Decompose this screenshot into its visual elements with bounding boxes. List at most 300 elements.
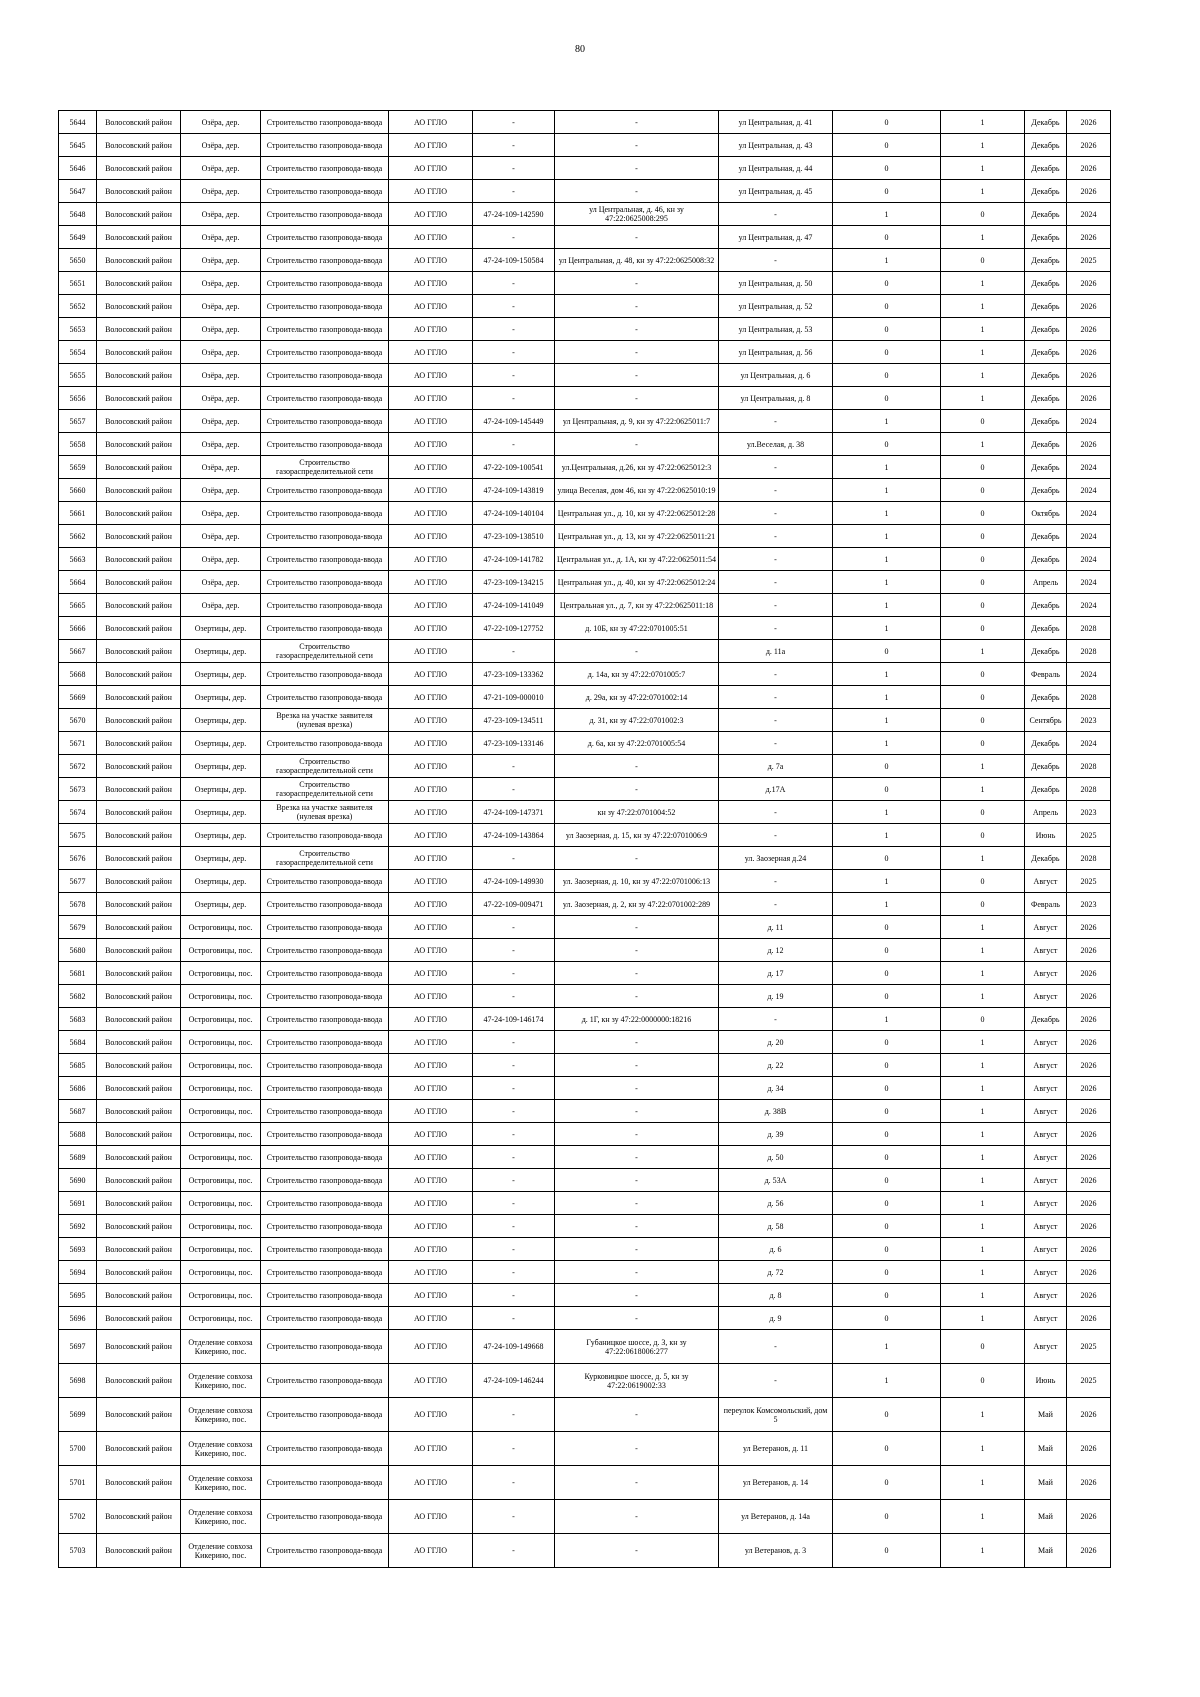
value-b-cell: 1 bbox=[941, 134, 1025, 157]
year-cell: 2025 bbox=[1067, 824, 1111, 847]
district-cell: Волосовский район bbox=[97, 1364, 181, 1398]
district-cell: Волосовский район bbox=[97, 295, 181, 318]
district-cell: Волосовский район bbox=[97, 157, 181, 180]
organization-cell: АО ГГЛО bbox=[389, 1169, 473, 1192]
value-a-cell: 0 bbox=[833, 341, 941, 364]
address-cell: - bbox=[719, 479, 833, 502]
work-type-cell: Строительство газопровода-ввода bbox=[261, 433, 389, 456]
address-cell: д. 6 bbox=[719, 1238, 833, 1261]
table-row bbox=[59, 1238, 1111, 1261]
object-address-cadastral-cell: - bbox=[555, 1192, 719, 1215]
work-type-cell: Строительство газопровода-ввода bbox=[261, 203, 389, 226]
year-cell: 2024 bbox=[1067, 732, 1111, 755]
value-b-cell: 0 bbox=[941, 663, 1025, 686]
application-number-cell: - bbox=[473, 1123, 555, 1146]
district-cell: Волосовский район bbox=[97, 548, 181, 571]
district-cell: Волосовский район bbox=[97, 1432, 181, 1466]
value-b-cell: 1 bbox=[941, 1307, 1025, 1330]
object-address-cadastral-cell: - bbox=[555, 134, 719, 157]
organization-cell: АО ГГЛО bbox=[389, 1500, 473, 1534]
application-number-cell: - bbox=[473, 939, 555, 962]
value-a-cell: 0 bbox=[833, 778, 941, 801]
organization-cell: АО ГГЛО bbox=[389, 640, 473, 663]
application-number-cell: - bbox=[473, 1169, 555, 1192]
table-row bbox=[59, 1215, 1111, 1238]
district-cell: Волосовский район bbox=[97, 732, 181, 755]
settlement-cell: Отделение совхоза Кикерино, пос. bbox=[181, 1432, 261, 1466]
organization-cell: АО ГГЛО bbox=[389, 548, 473, 571]
object-address-cadastral-cell: улица Веселая, дом 46, кн зу 47:22:0625010:19 bbox=[555, 479, 719, 502]
object-address-cadastral-cell: Центральная ул., д. 40, кн зу 47:22:0625012:24 bbox=[555, 571, 719, 594]
work-type-cell: Строительство газопровода-ввода bbox=[261, 594, 389, 617]
object-address-cadastral-cell: - bbox=[555, 318, 719, 341]
value-b-cell: 1 bbox=[941, 295, 1025, 318]
month-cell: Август bbox=[1025, 985, 1067, 1008]
work-type-cell: Строительство газораспределительной сети bbox=[261, 847, 389, 870]
application-number-cell: 47-23-109-133362 bbox=[473, 663, 555, 686]
object-address-cadastral-cell: ул Центральная, д. 9, кн зу 47:22:0625011:7 bbox=[555, 410, 719, 433]
object-address-cadastral-cell: - bbox=[555, 985, 719, 1008]
address-cell: - bbox=[719, 203, 833, 226]
month-cell: Октябрь bbox=[1025, 502, 1067, 525]
organization-cell: АО ГГЛО bbox=[389, 732, 473, 755]
value-b-cell: 1 bbox=[941, 962, 1025, 985]
application-number-cell: - bbox=[473, 1307, 555, 1330]
application-number-cell: - bbox=[473, 1432, 555, 1466]
row-number-cell: 5668 bbox=[59, 663, 97, 686]
object-address-cadastral-cell: д. 1Г, кн зу 47:22:0000000:18216 bbox=[555, 1008, 719, 1031]
address-cell: д. 58 bbox=[719, 1215, 833, 1238]
work-type-cell: Строительство газопровода-ввода bbox=[261, 1261, 389, 1284]
month-cell: Декабрь bbox=[1025, 226, 1067, 249]
organization-cell: АО ГГЛО bbox=[389, 709, 473, 732]
year-cell: 2026 bbox=[1067, 295, 1111, 318]
district-cell: Волосовский район bbox=[97, 387, 181, 410]
settlement-cell: Озёра, дер. bbox=[181, 157, 261, 180]
value-a-cell: 0 bbox=[833, 1432, 941, 1466]
district-cell: Волосовский район bbox=[97, 686, 181, 709]
value-b-cell: 0 bbox=[941, 617, 1025, 640]
value-b-cell: 1 bbox=[941, 985, 1025, 1008]
work-type-cell: Строительство газопровода-ввода bbox=[261, 1364, 389, 1398]
year-cell: 2026 bbox=[1067, 1238, 1111, 1261]
settlement-cell: Отделение совхоза Кикерино, пос. bbox=[181, 1534, 261, 1568]
address-cell: - bbox=[719, 824, 833, 847]
district-cell: Волосовский район bbox=[97, 1534, 181, 1568]
month-cell: Февраль bbox=[1025, 893, 1067, 916]
month-cell: Август bbox=[1025, 1261, 1067, 1284]
value-a-cell: 1 bbox=[833, 410, 941, 433]
year-cell: 2025 bbox=[1067, 1364, 1111, 1398]
row-number-cell: 5676 bbox=[59, 847, 97, 870]
district-cell: Волосовский район bbox=[97, 939, 181, 962]
row-number-cell: 5690 bbox=[59, 1169, 97, 1192]
month-cell: Декабрь bbox=[1025, 433, 1067, 456]
settlement-cell: Озёра, дер. bbox=[181, 525, 261, 548]
month-cell: Декабрь bbox=[1025, 295, 1067, 318]
month-cell: Август bbox=[1025, 1238, 1067, 1261]
year-cell: 2024 bbox=[1067, 525, 1111, 548]
organization-cell: АО ГГЛО bbox=[389, 686, 473, 709]
address-cell: д. 11а bbox=[719, 640, 833, 663]
work-type-cell: Строительство газопровода-ввода bbox=[261, 571, 389, 594]
month-cell: Август bbox=[1025, 870, 1067, 893]
value-a-cell: 1 bbox=[833, 525, 941, 548]
value-b-cell: 1 bbox=[941, 1398, 1025, 1432]
year-cell: 2024 bbox=[1067, 594, 1111, 617]
organization-cell: АО ГГЛО bbox=[389, 1238, 473, 1261]
value-a-cell: 0 bbox=[833, 1192, 941, 1215]
row-number-cell: 5651 bbox=[59, 272, 97, 295]
month-cell: Май bbox=[1025, 1500, 1067, 1534]
work-type-cell: Строительство газопровода-ввода bbox=[261, 111, 389, 134]
value-b-cell: 1 bbox=[941, 640, 1025, 663]
district-cell: Волосовский район bbox=[97, 364, 181, 387]
month-cell: Декабрь bbox=[1025, 157, 1067, 180]
year-cell: 2028 bbox=[1067, 847, 1111, 870]
year-cell: 2026 bbox=[1067, 157, 1111, 180]
work-type-cell: Строительство газопровода-ввода bbox=[261, 1215, 389, 1238]
work-type-cell: Строительство газопровода-ввода bbox=[261, 824, 389, 847]
district-cell: Волосовский район bbox=[97, 617, 181, 640]
settlement-cell: Озертицы, дер. bbox=[181, 824, 261, 847]
application-number-cell: - bbox=[473, 272, 555, 295]
value-a-cell: 0 bbox=[833, 1307, 941, 1330]
month-cell: Август bbox=[1025, 962, 1067, 985]
row-number-cell: 5686 bbox=[59, 1077, 97, 1100]
value-a-cell: 0 bbox=[833, 755, 941, 778]
work-type-cell: Строительство газопровода-ввода bbox=[261, 1432, 389, 1466]
address-cell: д. 19 bbox=[719, 985, 833, 1008]
work-type-cell: Строительство газопровода-ввода bbox=[261, 502, 389, 525]
application-number-cell: - bbox=[473, 1500, 555, 1534]
settlement-cell: Остроговицы, пос. bbox=[181, 1307, 261, 1330]
object-address-cadastral-cell: - bbox=[555, 111, 719, 134]
settlement-cell: Озёра, дер. bbox=[181, 502, 261, 525]
application-number-cell: - bbox=[473, 1031, 555, 1054]
value-a-cell: 0 bbox=[833, 1123, 941, 1146]
value-a-cell: 1 bbox=[833, 249, 941, 272]
district-cell: Волосовский район bbox=[97, 226, 181, 249]
value-a-cell: 0 bbox=[833, 433, 941, 456]
address-cell: ул Центральная, д. 6 bbox=[719, 364, 833, 387]
month-cell: Декабрь bbox=[1025, 341, 1067, 364]
address-cell: - bbox=[719, 1364, 833, 1398]
month-cell: Декабрь bbox=[1025, 778, 1067, 801]
month-cell: Май bbox=[1025, 1466, 1067, 1500]
work-type-cell: Строительство газораспределительной сети bbox=[261, 755, 389, 778]
work-type-cell: Строительство газопровода-ввода bbox=[261, 962, 389, 985]
organization-cell: АО ГГЛО bbox=[389, 111, 473, 134]
work-type-cell: Строительство газопровода-ввода bbox=[261, 226, 389, 249]
table-row bbox=[59, 1364, 1111, 1398]
row-number-cell: 5685 bbox=[59, 1054, 97, 1077]
month-cell: Август bbox=[1025, 1307, 1067, 1330]
table-row bbox=[59, 364, 1111, 387]
address-cell: ул Центральная, д. 50 bbox=[719, 272, 833, 295]
row-number-cell: 5681 bbox=[59, 962, 97, 985]
year-cell: 2026 bbox=[1067, 1100, 1111, 1123]
work-type-cell: Строительство газопровода-ввода bbox=[261, 916, 389, 939]
application-number-cell: - bbox=[473, 962, 555, 985]
value-a-cell: 1 bbox=[833, 801, 941, 824]
district-cell: Волосовский район bbox=[97, 962, 181, 985]
value-a-cell: 1 bbox=[833, 663, 941, 686]
table-row bbox=[59, 1031, 1111, 1054]
value-b-cell: 0 bbox=[941, 1008, 1025, 1031]
object-address-cadastral-cell: Центральная ул., д. 13, кн зу 47:22:0625011:21 bbox=[555, 525, 719, 548]
value-a-cell: 1 bbox=[833, 594, 941, 617]
work-type-cell: Строительство газопровода-ввода bbox=[261, 1307, 389, 1330]
table-row bbox=[59, 203, 1111, 226]
settlement-cell: Озертицы, дер. bbox=[181, 617, 261, 640]
month-cell: Декабрь bbox=[1025, 1008, 1067, 1031]
month-cell: Декабрь bbox=[1025, 686, 1067, 709]
application-number-cell: 47-24-109-140104 bbox=[473, 502, 555, 525]
district-cell: Волосовский район bbox=[97, 778, 181, 801]
value-a-cell: 0 bbox=[833, 318, 941, 341]
table-row bbox=[59, 272, 1111, 295]
value-b-cell: 0 bbox=[941, 686, 1025, 709]
row-number-cell: 5665 bbox=[59, 594, 97, 617]
table-row bbox=[59, 502, 1111, 525]
district-cell: Волосовский район bbox=[97, 916, 181, 939]
district-cell: Волосовский район bbox=[97, 1169, 181, 1192]
organization-cell: АО ГГЛО bbox=[389, 1146, 473, 1169]
work-type-cell: Строительство газопровода-ввода bbox=[261, 617, 389, 640]
object-address-cadastral-cell: - bbox=[555, 1054, 719, 1077]
district-cell: Волосовский район bbox=[97, 893, 181, 916]
district-cell: Волосовский район bbox=[97, 249, 181, 272]
application-number-cell: 47-24-109-141049 bbox=[473, 594, 555, 617]
value-a-cell: 0 bbox=[833, 1100, 941, 1123]
work-type-cell: Строительство газопровода-ввода bbox=[261, 870, 389, 893]
table-row bbox=[59, 433, 1111, 456]
year-cell: 2024 bbox=[1067, 548, 1111, 571]
settlement-cell: Озертицы, дер. bbox=[181, 686, 261, 709]
table-row bbox=[59, 1330, 1111, 1364]
organization-cell: АО ГГЛО bbox=[389, 318, 473, 341]
application-number-cell: 47-24-109-145449 bbox=[473, 410, 555, 433]
row-number-cell: 5694 bbox=[59, 1261, 97, 1284]
settlement-cell: Отделение совхоза Кикерино, пос. bbox=[181, 1398, 261, 1432]
application-number-cell: 47-24-109-143819 bbox=[473, 479, 555, 502]
row-number-cell: 5702 bbox=[59, 1500, 97, 1534]
value-b-cell: 1 bbox=[941, 755, 1025, 778]
address-cell: д. 38В bbox=[719, 1100, 833, 1123]
row-number-cell: 5652 bbox=[59, 295, 97, 318]
application-number-cell: - bbox=[473, 433, 555, 456]
value-b-cell: 0 bbox=[941, 709, 1025, 732]
row-number-cell: 5677 bbox=[59, 870, 97, 893]
object-address-cadastral-cell: Центральная ул., д. 7, кн зу 47:22:0625011:18 bbox=[555, 594, 719, 617]
settlement-cell: Остроговицы, пос. bbox=[181, 1215, 261, 1238]
work-type-cell: Строительство газопровода-ввода bbox=[261, 479, 389, 502]
year-cell: 2026 bbox=[1067, 1307, 1111, 1330]
value-a-cell: 0 bbox=[833, 1500, 941, 1534]
work-type-cell: Строительство газопровода-ввода bbox=[261, 1466, 389, 1500]
row-number-cell: 5662 bbox=[59, 525, 97, 548]
address-cell: - bbox=[719, 870, 833, 893]
work-type-cell: Строительство газопровода-ввода bbox=[261, 249, 389, 272]
application-number-cell: 47-24-109-146174 bbox=[473, 1008, 555, 1031]
value-b-cell: 0 bbox=[941, 548, 1025, 571]
row-number-cell: 5675 bbox=[59, 824, 97, 847]
settlement-cell: Отделение совхоза Кикерино, пос. bbox=[181, 1500, 261, 1534]
address-cell: - bbox=[719, 686, 833, 709]
work-type-cell: Строительство газопровода-ввода bbox=[261, 686, 389, 709]
year-cell: 2024 bbox=[1067, 410, 1111, 433]
object-address-cadastral-cell: - bbox=[555, 364, 719, 387]
application-number-cell: - bbox=[473, 1215, 555, 1238]
address-cell: - bbox=[719, 571, 833, 594]
settlement-cell: Остроговицы, пос. bbox=[181, 1238, 261, 1261]
application-number-cell: 47-24-109-143864 bbox=[473, 824, 555, 847]
month-cell: Декабрь bbox=[1025, 272, 1067, 295]
value-b-cell: 1 bbox=[941, 1215, 1025, 1238]
value-b-cell: 0 bbox=[941, 479, 1025, 502]
table-row bbox=[59, 341, 1111, 364]
row-number-cell: 5650 bbox=[59, 249, 97, 272]
settlement-cell: Остроговицы, пос. bbox=[181, 1123, 261, 1146]
settlement-cell: Озертицы, дер. bbox=[181, 801, 261, 824]
application-number-cell: - bbox=[473, 134, 555, 157]
district-cell: Волосовский район bbox=[97, 525, 181, 548]
table-row bbox=[59, 640, 1111, 663]
district-cell: Волосовский район bbox=[97, 1123, 181, 1146]
value-b-cell: 0 bbox=[941, 1330, 1025, 1364]
table-row bbox=[59, 157, 1111, 180]
organization-cell: АО ГГЛО bbox=[389, 1307, 473, 1330]
organization-cell: АО ГГЛО bbox=[389, 1432, 473, 1466]
value-b-cell: 1 bbox=[941, 778, 1025, 801]
table-row bbox=[59, 686, 1111, 709]
organization-cell: АО ГГЛО bbox=[389, 1284, 473, 1307]
settlement-cell: Озёра, дер. bbox=[181, 134, 261, 157]
settlement-cell: Озёра, дер. bbox=[181, 479, 261, 502]
district-cell: Волосовский район bbox=[97, 272, 181, 295]
application-number-cell: - bbox=[473, 916, 555, 939]
settlement-cell: Озертицы, дер. bbox=[181, 663, 261, 686]
object-address-cadastral-cell: - bbox=[555, 180, 719, 203]
address-cell: д. 7а bbox=[719, 755, 833, 778]
year-cell: 2024 bbox=[1067, 456, 1111, 479]
district-cell: Волосовский район bbox=[97, 1284, 181, 1307]
work-type-cell: Строительство газопровода-ввода bbox=[261, 1054, 389, 1077]
object-address-cadastral-cell: - bbox=[555, 433, 719, 456]
object-address-cadastral-cell: кн зу 47:22:0701004:52 bbox=[555, 801, 719, 824]
month-cell: Декабрь bbox=[1025, 617, 1067, 640]
district-cell: Волосовский район bbox=[97, 318, 181, 341]
table-row bbox=[59, 1398, 1111, 1432]
value-a-cell: 0 bbox=[833, 1054, 941, 1077]
organization-cell: АО ГГЛО bbox=[389, 1100, 473, 1123]
organization-cell: АО ГГЛО bbox=[389, 571, 473, 594]
application-number-cell: - bbox=[473, 341, 555, 364]
table-row bbox=[59, 778, 1111, 801]
application-number-cell: - bbox=[473, 318, 555, 341]
year-cell: 2026 bbox=[1067, 1077, 1111, 1100]
organization-cell: АО ГГЛО bbox=[389, 778, 473, 801]
month-cell: Декабрь bbox=[1025, 594, 1067, 617]
month-cell: Август bbox=[1025, 1169, 1067, 1192]
value-b-cell: 0 bbox=[941, 571, 1025, 594]
object-address-cadastral-cell: - bbox=[555, 1123, 719, 1146]
row-number-cell: 5666 bbox=[59, 617, 97, 640]
value-a-cell: 0 bbox=[833, 1534, 941, 1568]
address-cell: - bbox=[719, 1330, 833, 1364]
object-address-cadastral-cell: - bbox=[555, 1146, 719, 1169]
row-number-cell: 5648 bbox=[59, 203, 97, 226]
year-cell: 2026 bbox=[1067, 433, 1111, 456]
district-cell: Волосовский район bbox=[97, 801, 181, 824]
month-cell: Август bbox=[1025, 1123, 1067, 1146]
month-cell: Декабрь bbox=[1025, 410, 1067, 433]
settlement-cell: Остроговицы, пос. bbox=[181, 1031, 261, 1054]
work-type-cell: Строительство газопровода-ввода bbox=[261, 410, 389, 433]
address-cell: - bbox=[719, 410, 833, 433]
row-number-cell: 5664 bbox=[59, 571, 97, 594]
settlement-cell: Озёра, дер. bbox=[181, 571, 261, 594]
application-number-cell: 47-24-109-149930 bbox=[473, 870, 555, 893]
organization-cell: АО ГГЛО bbox=[389, 939, 473, 962]
settlement-cell: Остроговицы, пос. bbox=[181, 985, 261, 1008]
application-number-cell: - bbox=[473, 180, 555, 203]
settlement-cell: Остроговицы, пос. bbox=[181, 1284, 261, 1307]
year-cell: 2026 bbox=[1067, 985, 1111, 1008]
table-row bbox=[59, 1077, 1111, 1100]
row-number-cell: 5698 bbox=[59, 1364, 97, 1398]
organization-cell: АО ГГЛО bbox=[389, 180, 473, 203]
work-type-cell: Строительство газопровода-ввода bbox=[261, 364, 389, 387]
settlement-cell: Отделение совхоза Кикерино, пос. bbox=[181, 1364, 261, 1398]
month-cell: Август bbox=[1025, 1192, 1067, 1215]
object-address-cadastral-cell: - bbox=[555, 1031, 719, 1054]
table-row bbox=[59, 548, 1111, 571]
address-cell: - bbox=[719, 801, 833, 824]
year-cell: 2026 bbox=[1067, 1500, 1111, 1534]
organization-cell: АО ГГЛО bbox=[389, 387, 473, 410]
row-number-cell: 5660 bbox=[59, 479, 97, 502]
value-a-cell: 0 bbox=[833, 1261, 941, 1284]
table-row bbox=[59, 939, 1111, 962]
organization-cell: АО ГГЛО bbox=[389, 226, 473, 249]
table-row bbox=[59, 916, 1111, 939]
organization-cell: АО ГГЛО bbox=[389, 617, 473, 640]
address-cell: д. 50 bbox=[719, 1146, 833, 1169]
district-cell: Волосовский район bbox=[97, 1077, 181, 1100]
work-type-cell: Строительство газопровода-ввода bbox=[261, 1330, 389, 1364]
application-number-cell: - bbox=[473, 778, 555, 801]
year-cell: 2026 bbox=[1067, 180, 1111, 203]
month-cell: Декабрь bbox=[1025, 732, 1067, 755]
organization-cell: АО ГГЛО bbox=[389, 502, 473, 525]
year-cell: 2026 bbox=[1067, 916, 1111, 939]
application-number-cell: - bbox=[473, 364, 555, 387]
table-row bbox=[59, 1192, 1111, 1215]
organization-cell: АО ГГЛО bbox=[389, 1534, 473, 1568]
row-number-cell: 5654 bbox=[59, 341, 97, 364]
settlement-cell: Остроговицы, пос. bbox=[181, 1192, 261, 1215]
value-b-cell: 1 bbox=[941, 1238, 1025, 1261]
organization-cell: АО ГГЛО bbox=[389, 985, 473, 1008]
year-cell: 2026 bbox=[1067, 1215, 1111, 1238]
organization-cell: АО ГГЛО bbox=[389, 824, 473, 847]
row-number-cell: 5689 bbox=[59, 1146, 97, 1169]
month-cell: Декабрь bbox=[1025, 755, 1067, 778]
value-a-cell: 1 bbox=[833, 456, 941, 479]
year-cell: 2026 bbox=[1067, 1398, 1111, 1432]
